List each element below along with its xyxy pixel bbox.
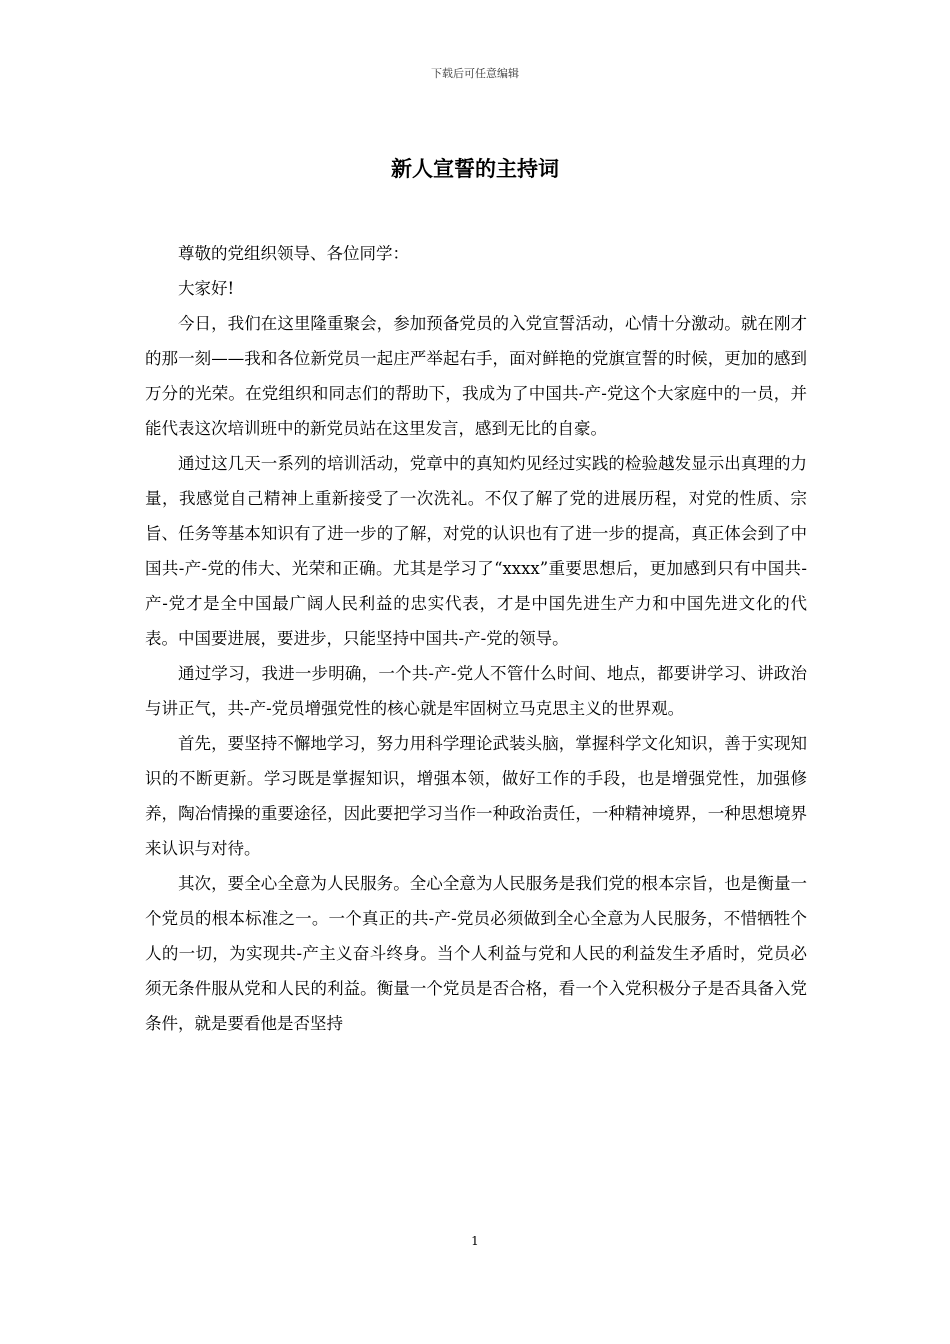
paragraph-salutation: 尊敬的党组织领导、各位同学：: [178, 244, 409, 263]
paragraph: 今日，我们在这里隆重聚会，参加预备党员的入党宣誓活动，心情十分激动。就在刚才的那一刻——我和各位新党员一起庄严举起右手，面对鲜艳的党旗宣誓的时候，更加的感到万分的光荣。在党组织和同志们的帮助下，我成为了中国共-产-党这个大家庭中的一员，并能代表这次培训班中的新党员站在这里发言，感到无比的自豪。: [145, 314, 807, 438]
paragraph: 通过学习，我进一步明确，一个共-产-党人不管什么时间、地点，都要讲学习、讲政治与讲正气，共-产-党员增强党性的核心就是牢固树立马克思主义的世界观。: [145, 664, 807, 718]
page-header: 下载后可任意编辑: [431, 67, 519, 80]
document-title: 新人宣誓的主持词: [391, 156, 559, 181]
paragraph-greeting: 大家好!: [178, 279, 235, 298]
document-body: [145, 236, 807, 1041]
paragraph: 其次，要全心全意为人民服务。全心全意为人民服务是我们党的根本宗旨，也是衡量一个党员的根本标准之一。一个真正的共-产-党员必须做到全心全意为人民服务，不惜牺牲个人的一切，为实现共-产主义奋斗终身。当个人利益与党和人民的利益发生矛盾时，党员必须无条件服从党和人民的利益。衡量一个党员是否合格，看一个入党积极分子是否具备入党条件，就是要看他是否坚持: [145, 874, 807, 1033]
paragraph: 首先，要坚持不懈地学习，努力用科学理论武装头脑，掌握科学文化知识，善于实现知识的不断更新。学习既是掌握知识，增强本领，做好工作的手段，也是增强党性，加强修养，陶冶情操的重要途径，因此要把学习当作一种政治责任，一种精神境界，一种思想境界来认识与对待。: [145, 734, 807, 858]
paragraph: 通过这几天一系列的培训活动，党章中的真知灼见经过实践的检验越发显示出真理的力量，我感觉自己精神上重新接受了一次洗礼。不仅了解了党的进展历程，对党的性质、宗旨、任务等基本知识有了进一步的了解，对党的认识也有了进一步的提高，真正体会到了中国共-产-党的伟大、光荣和正确。尤其是学习了“xxxx”重要思想后，更加感到只有中国共-产-党才是全中国最广阔人民利益的忠实代表，才是中国先进生产力和中国先进文化的代表。中国要进展，要进步，只能坚持中国共-产-党的领导。: [145, 454, 807, 648]
page-number: 1: [471, 1234, 479, 1248]
